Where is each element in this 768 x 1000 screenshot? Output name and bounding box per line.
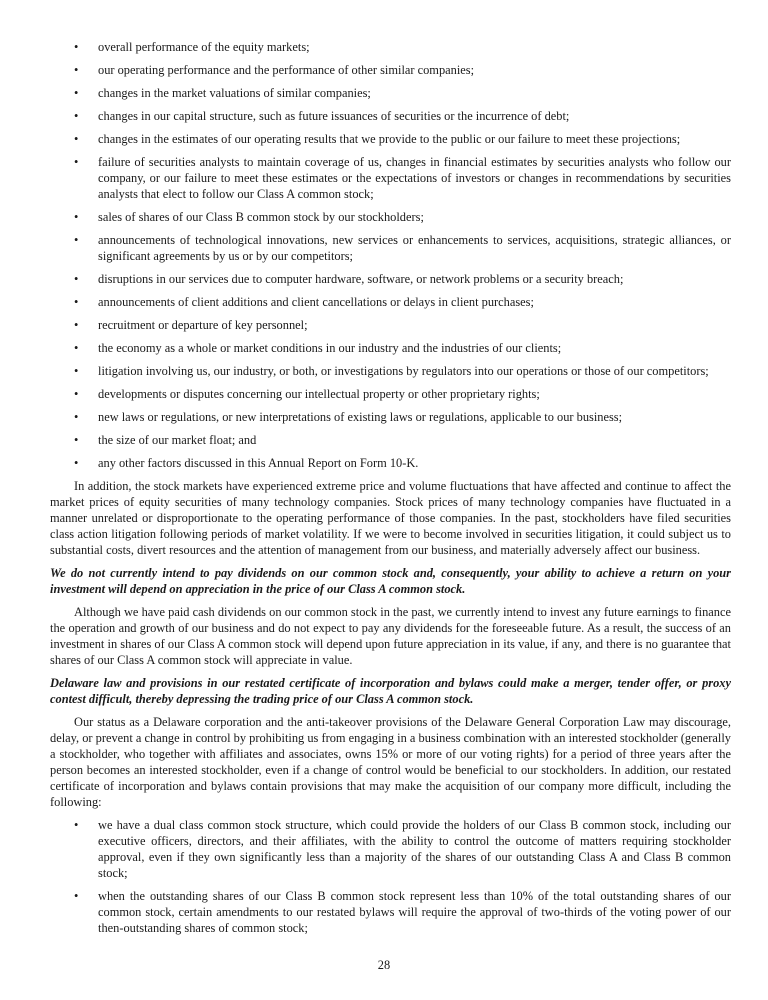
list-item-text: recruitment or departure of key personnel; — [98, 318, 308, 332]
list-item — [50, 340, 731, 356]
bullet-icon: • — [74, 818, 79, 832]
bullet-icon: • — [74, 410, 79, 424]
bullet-icon: • — [74, 364, 79, 378]
bullet-icon: • — [74, 272, 79, 286]
paragraph-market-volatility: In addition, the stock markets have experienced extreme price and volume fluctuations that have affected and continue to affect the market prices of equity securities of many technology companies. Stock prices of many technology companies have fluctuated in a manner unrelated or disproportionate to the operating performance of those companies. In the past, stockholders have filed securities class action litigation following periods of market volatility. If we were to become involved in securities litigation, it could subject us to substantial costs, divert resources and the attention of management from our business, and materially adversely affect our business. — [50, 479, 731, 557]
list-item-text: new laws or regulations, or new interpretations of existing laws or regulations, applicable to our business; — [98, 410, 623, 424]
bullet-icon: • — [74, 889, 79, 903]
list-item — [50, 154, 731, 202]
list-item-text: the size of our market float; and — [98, 433, 257, 447]
bullet-icon: • — [74, 40, 79, 54]
bullet-icon: • — [74, 387, 79, 401]
bullet-icon: • — [74, 132, 79, 146]
bullet-icon: • — [74, 233, 79, 247]
list-item — [50, 386, 731, 402]
list-item — [50, 62, 731, 78]
list-item — [50, 409, 731, 425]
bullet-icon: • — [74, 456, 79, 470]
page-number: 28 — [377, 958, 391, 972]
bullet-icon: • — [74, 63, 79, 77]
list-item — [50, 432, 731, 448]
bullet-icon: • — [74, 433, 79, 447]
list-item-text: changes in the estimates of our operating results that we provide to the public or our failure to meet these projections; — [98, 132, 681, 146]
list-item-text: the economy as a whole or market conditions in our industry and the industries of our clients; — [98, 341, 562, 355]
list-item — [50, 294, 731, 310]
list-item — [50, 209, 731, 225]
bullet-icon: • — [74, 318, 79, 332]
heading-dividends: We do not currently intend to pay dividends on our common stock and, consequently, your ability to achieve a return on your investment will depend on appreciation in the price of our Class A common stock. — [50, 566, 731, 596]
bullet-icon: • — [74, 341, 79, 355]
list-item-text: announcements of technological innovations, new services or enhancements to services, acquisitions, strategic alliances, or significant agreements by us or by our competitors; — [98, 233, 731, 263]
bullet-icon: • — [74, 210, 79, 224]
list-item — [50, 317, 731, 333]
list-item-text: sales of shares of our Class B common stock by our stockholders; — [98, 210, 424, 224]
list-item — [50, 817, 731, 881]
document-page — [50, 39, 731, 943]
list-item-text: developments or disputes concerning our intellectual property or other proprietary rights; — [98, 387, 540, 401]
list-item — [50, 39, 731, 55]
bullet-icon: • — [74, 86, 79, 100]
paragraph-delaware-law: Our status as a Delaware corporation and the anti-takeover provisions of the Delaware General Corporation Law may discourage, delay, or prevent a change in control by prohibiting us from engaging in a business combination with an interested stockholder (generally a stockholder, who together with affiliates and associates, owns 15% or more of our voting rights) for a period of three years after the person becomes an interested stockholder, even if a change of control would be beneficial to our stockholders. In addition, our restated certificate of incorporation and bylaws contain provisions that may make the acquisition of our company more difficult, including the following: — [50, 715, 731, 809]
list-item — [50, 85, 731, 101]
list-item — [50, 363, 731, 379]
list-item — [50, 455, 731, 471]
list-item — [50, 888, 731, 936]
list-item-text: we have a dual class common stock structure, which could provide the holders of our Class B common stock, including our executive officers, directors, and their affiliates, with the ability to control the outcome of matters requiring stockholder approval, even if they own significantly less than a majority of the shares of our outstanding Class A and Class B common stock; — [98, 818, 731, 880]
bullet-icon: • — [74, 109, 79, 123]
paragraph-dividends: Although we have paid cash dividends on our common stock in the past, we currently intend to invest any future earnings to finance the operation and growth of our business and do not expect to pay any dividends for the foreseeable future. As a result, the success of an investment in shares of our Class A common stock will depend upon future appreciation in its value, if any, and there is no guarantee that shares of our Class A common stock will appreciate in value. — [50, 605, 731, 667]
list-item-text: any other factors discussed in this Annual Report on Form 10-K. — [98, 456, 419, 470]
price-factors-list — [50, 39, 731, 471]
bullet-icon: • — [74, 295, 79, 309]
list-item-text: disruptions in our services due to computer hardware, software, or network problems or a security breach; — [98, 272, 624, 286]
list-item-text: litigation involving us, our industry, or both, or investigations by regulators into our operations or those of our competitors; — [98, 364, 709, 378]
list-item-text: overall performance of the equity markets; — [98, 40, 310, 54]
list-item-text: changes in our capital structure, such as future issuances of securities or the incurrence of debt; — [98, 109, 570, 123]
list-item-text: when the outstanding shares of our Class B common stock represent less than 10% of the total outstanding shares of our common stock, certain amendments to our restated bylaws will require the approval of two-thirds of the voting power of our then-outstanding shares of common stock; — [98, 889, 731, 935]
heading-delaware-law: Delaware law and provisions in our restated certificate of incorporation and bylaws could make a merger, tender offer, or proxy contest difficult, thereby depressing the trading price of our Class A common stock. — [50, 676, 731, 706]
list-item-text: our operating performance and the performance of other similar companies; — [98, 63, 475, 77]
anti-takeover-provisions-list — [50, 817, 731, 936]
list-item — [50, 232, 731, 264]
bullet-icon: • — [74, 155, 79, 169]
list-item — [50, 271, 731, 287]
list-item-text: announcements of client additions and client cancellations or delays in client purchases; — [98, 295, 534, 309]
list-item-text: changes in the market valuations of similar companies; — [98, 86, 371, 100]
list-item — [50, 108, 731, 124]
list-item-text: failure of securities analysts to maintain coverage of us, changes in financial estimates by securities analysts who follow our company, or our failure to meet these estimates or the expectations of investors or changes in recommendations by securities analysts that elect to follow our Class A common stock; — [98, 155, 731, 201]
list-item — [50, 131, 731, 147]
